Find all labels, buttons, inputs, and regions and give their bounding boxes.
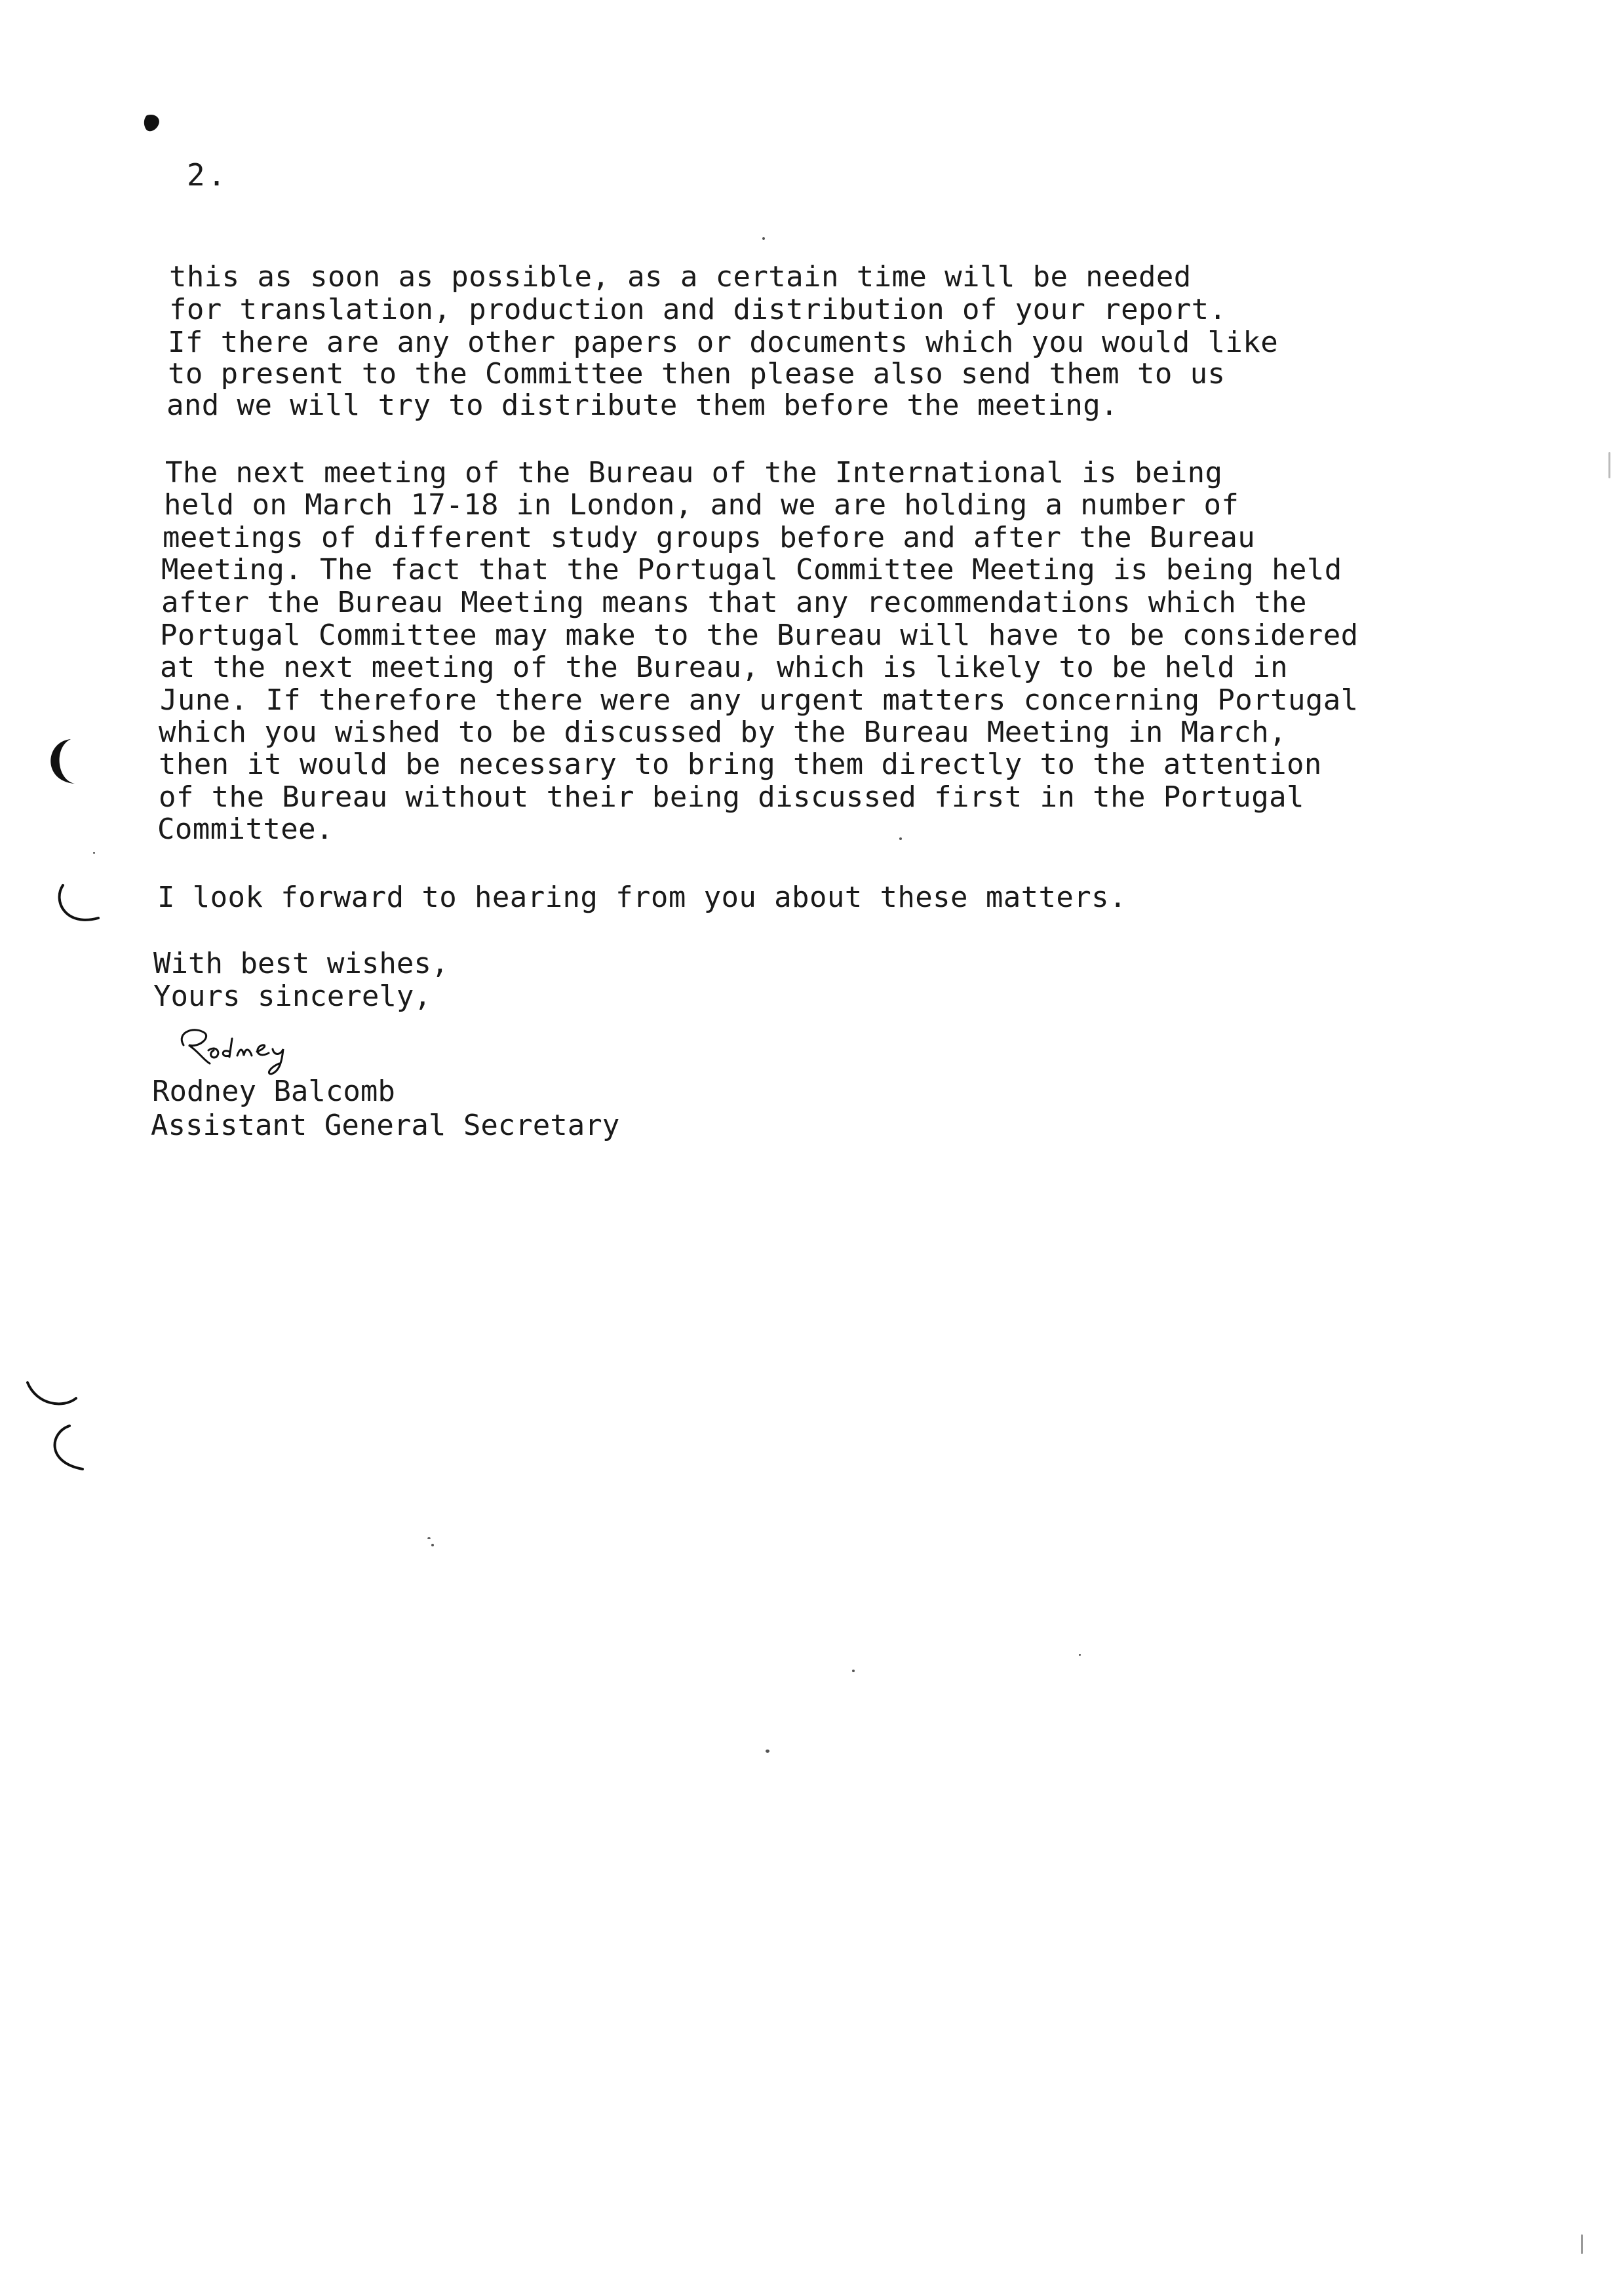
punch-hole-mark: [37, 1421, 96, 1480]
text-line: after the Bureau Meeting means that any recommendations which the: [161, 586, 1307, 619]
text-line: to present to the Committee then please also send them to us: [168, 357, 1226, 391]
text-line: June. If therefore there were any urgent matters concerning Portugal: [160, 683, 1359, 717]
text-line: Meeting. The fact that the Portugal Committee Meeting is being held: [161, 553, 1342, 586]
text-line: I look forward to hearing from you about these matters.: [157, 881, 1127, 914]
text-line: which you wished to be discussed by the Bureau Meeting in March,: [159, 716, 1287, 749]
punch-hole-mark: [31, 734, 90, 793]
text-line: of the Bureau without their being discussed first in the Portugal: [159, 780, 1304, 814]
closing-phrase: Yours sincerely,: [153, 980, 431, 1013]
handwritten-signature: [169, 1019, 359, 1078]
text-line: If there are any other papers or documents which you would like: [168, 326, 1279, 359]
signatory-title: Assistant General Secretary: [151, 1109, 620, 1142]
scan-speck: [93, 852, 95, 854]
text-line: at the next meeting of the Bureau, which is likely to be held in: [160, 651, 1288, 684]
closing-salutation: With best wishes,: [153, 947, 449, 980]
text-line: meetings of different study groups before and after the Bureau: [163, 521, 1256, 554]
scan-speck: [899, 837, 902, 840]
text-line: The next meeting of the Bureau of the International is being: [165, 456, 1223, 489]
scan-speck: [766, 1750, 769, 1753]
page-number: 2.: [187, 157, 229, 193]
scan-speck: [427, 1537, 431, 1539]
text-line: Committee.: [157, 813, 334, 846]
text-line: and we will try to distribute them before the meeting.: [166, 389, 1119, 422]
punch-hole-mark: [24, 1376, 83, 1415]
scan-speck: [431, 1544, 434, 1546]
punch-hole-mark: [52, 881, 105, 934]
ink-blot-mark: [143, 113, 163, 135]
text-line: Portugal Committee may make to the Bureau will have to be considered: [160, 619, 1359, 652]
scan-speck: [762, 237, 765, 240]
text-line: held on March 17-18 in London, and we are holding a number of: [164, 488, 1239, 522]
scan-speck: [1581, 2234, 1583, 2254]
scan-speck: [1608, 452, 1610, 478]
scan-speck: [1079, 1654, 1081, 1656]
scan-speck: [852, 1670, 855, 1672]
signatory-name: Rodney Balcomb: [152, 1075, 395, 1108]
text-line: for translation, production and distribution of your report.: [169, 293, 1227, 326]
text-line: then it would be necessary to bring them directly to the attention: [159, 748, 1322, 781]
text-line: this as soon as possible, as a certain time will be needed: [169, 260, 1192, 294]
